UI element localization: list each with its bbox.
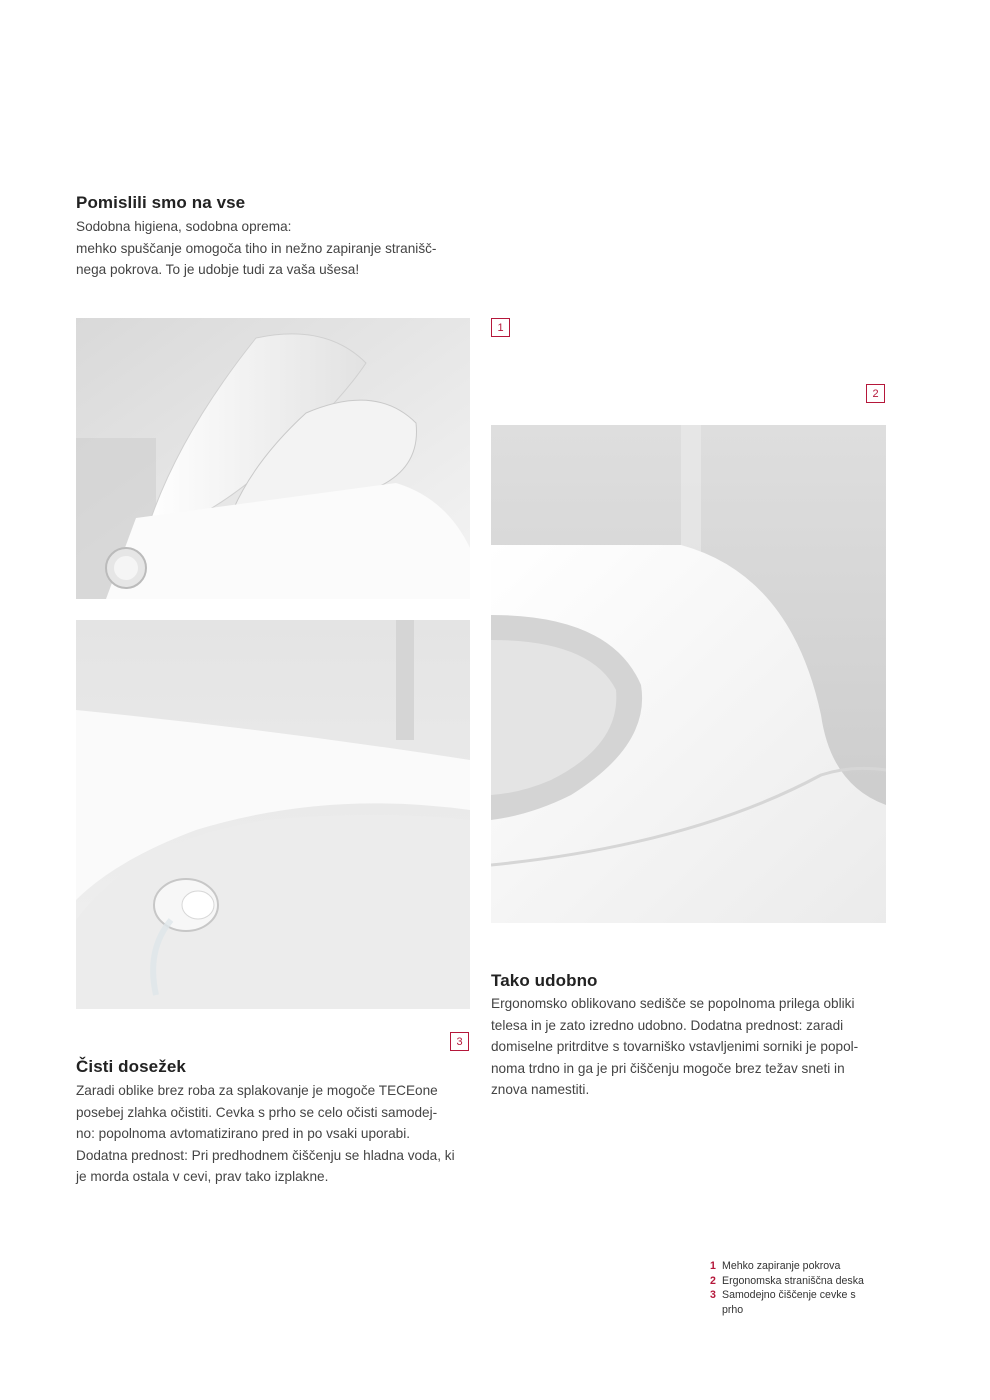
section1-line: mehko spuščanje omogoča tiho in nežno zapiranje stranišč- [76, 240, 437, 256]
section3-title: Čisti dosežek [76, 1057, 186, 1076]
legend-item [710, 1274, 890, 1289]
section3-line: Zaradi oblike brez roba za splakovanje je mogoče TECEone [76, 1083, 438, 1098]
section2-text [491, 993, 891, 1101]
legend-text: Samodejno čiščenje cevke s prho [722, 1289, 856, 1316]
section3-line: je morda ostala v cevi, prav tako izplakne. [76, 1169, 329, 1184]
section2-title: Tako udobno [491, 971, 598, 990]
section3-line: no: popolnoma avtomatizirano pred in po vsaki uporabi. [76, 1126, 411, 1141]
legend-text: Ergonomska straniščna deska [722, 1274, 864, 1287]
section1-line: nega pokrova. To je udobje tudi za vaša ušesa! [76, 262, 360, 277]
legend-number: 1 [710, 1260, 716, 1272]
photo-soft-close-lid [76, 318, 470, 599]
section3-line: Dodatna prednost: Pri predhodnem čiščenju se hladna voda, ki [76, 1147, 455, 1163]
section2-line: telesa in je zato izredno udobno. Dodatna prednost: zaradi [491, 1017, 844, 1033]
legend-text: Mehko zapiranje pokrova [722, 1260, 841, 1272]
marker-3: 3 [450, 1032, 469, 1051]
section2-line: znova namestiti. [491, 1082, 590, 1097]
legend-number: 3 [710, 1289, 716, 1301]
legend-item [710, 1259, 890, 1274]
legend [710, 1259, 890, 1317]
legend-number: 2 [710, 1274, 716, 1287]
marker-1: 1 [491, 318, 510, 337]
section3-text [76, 1080, 476, 1188]
section2-line: domiselne pritrditve s tovarniško vstavljenimi sorniki je popol- [491, 1039, 859, 1054]
photo-shower-nozzle [76, 620, 470, 1009]
section2-line: Ergonomsko oblikovano sedišče se popolnoma prilega obliki [491, 996, 855, 1011]
section3-line: posebej zlahka očistiti. Cevka s prho se celo očisti samodej- [76, 1104, 438, 1120]
section1-line: Sodobna higiena, sodobna oprema: [76, 219, 292, 234]
marker-2: 2 [866, 384, 885, 403]
section1-text [76, 216, 476, 281]
section2-line: noma trdno in ga je pri čiščenju mogoče brez težav sneti in [491, 1060, 845, 1076]
photo-ergonomic-seat [491, 425, 886, 923]
section1-title: Pomislili smo na vse [76, 193, 246, 212]
legend-item [710, 1288, 890, 1317]
